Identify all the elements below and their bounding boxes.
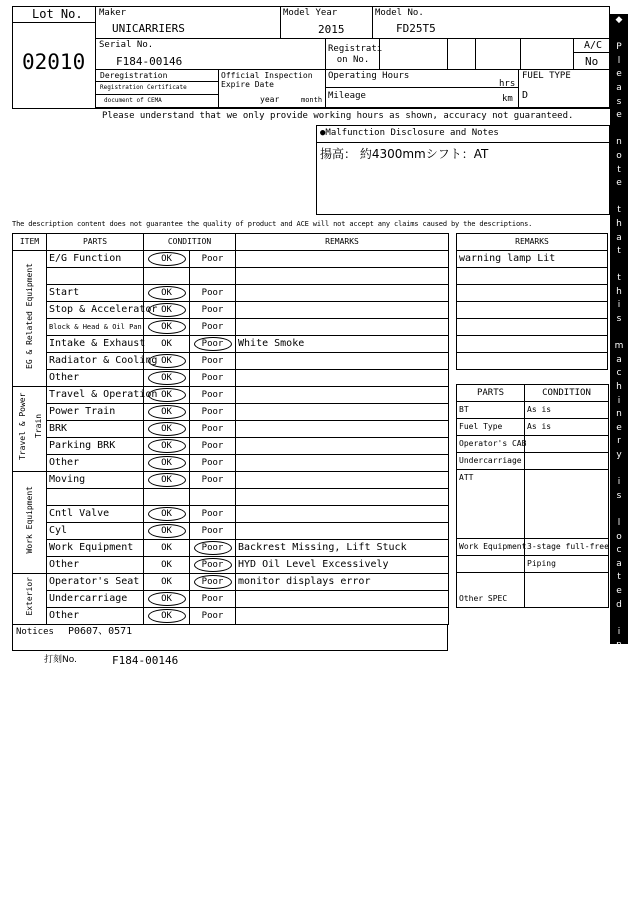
lot-label: Lot No. xyxy=(32,7,83,21)
ok-circled: OK xyxy=(148,524,186,538)
stamp-label: 打刻No. xyxy=(44,655,77,665)
table-row xyxy=(13,421,449,438)
poor-option: Poor xyxy=(201,390,224,400)
ok-option: OK xyxy=(161,577,172,587)
ok-circled: OK xyxy=(148,320,186,334)
serial-label: Serial No. xyxy=(99,40,154,50)
spec-part: BT xyxy=(457,402,525,419)
ok-circled: OK xyxy=(148,609,186,623)
table-row xyxy=(13,404,449,421)
poor-option: Poor xyxy=(201,424,224,434)
spec-row xyxy=(457,453,609,470)
maker-value: UNICARRIERS xyxy=(112,22,185,35)
ok-option: OK xyxy=(161,543,172,553)
poor-option: Poor xyxy=(201,356,224,366)
part-name: Other xyxy=(47,557,144,574)
poor-option: Poor xyxy=(201,373,224,383)
remark xyxy=(236,302,449,319)
section-label: Exterior xyxy=(13,574,47,625)
ac-label: A/C xyxy=(584,40,603,51)
poor-option: Poor xyxy=(201,305,224,315)
remark xyxy=(236,319,449,336)
table-row xyxy=(13,319,449,336)
hrs-label: hrs xyxy=(499,79,516,89)
spec-row xyxy=(457,556,609,573)
fuel-type-value: D xyxy=(522,90,529,101)
spec-row xyxy=(457,470,609,539)
notices-value: P0607、0571 xyxy=(68,626,133,637)
part-name: Other xyxy=(47,455,144,472)
ok-circled: OK xyxy=(148,439,186,453)
section-label: Work Equipment xyxy=(13,472,47,574)
remark: Backrest Missing, Lift Stuck xyxy=(236,540,449,557)
ok-option: OK xyxy=(161,339,172,349)
ok-circled: OK xyxy=(148,303,186,317)
model-year-value: 2015 xyxy=(318,23,345,36)
remark xyxy=(236,387,449,404)
table-row xyxy=(13,489,449,506)
condition-header: CONDITION xyxy=(144,234,236,251)
remark: White Smoke xyxy=(236,336,449,353)
spec-row xyxy=(457,402,609,419)
spec-condition: As is xyxy=(525,419,609,436)
part-name: Other xyxy=(47,608,144,625)
part-name: Other xyxy=(47,370,144,387)
month-label: month xyxy=(301,96,323,104)
serial-value: F184-00146 xyxy=(116,55,183,68)
item-header: ITEM xyxy=(13,234,47,251)
spec-condition xyxy=(525,573,609,608)
poor-circled: Poor xyxy=(194,575,232,589)
table-row xyxy=(13,591,449,608)
parts-header: PARTS xyxy=(47,234,144,251)
spec-part: Operator's CAB xyxy=(457,436,525,453)
spec-part: Undercarriage xyxy=(457,453,525,470)
ok-circled: OK xyxy=(148,422,186,436)
part-name: Undercarriage xyxy=(47,591,144,608)
remark xyxy=(236,268,449,285)
table-row xyxy=(13,285,449,302)
reg-cert-label: Registration Certificate xyxy=(100,84,187,91)
right-parts-table xyxy=(456,384,609,608)
inspection-table xyxy=(12,233,449,625)
table-row xyxy=(13,370,449,387)
table-row xyxy=(13,353,449,370)
poor-option: Poor xyxy=(201,407,224,417)
poor-option: Poor xyxy=(201,594,224,604)
part-name: Intake & Exhaust xyxy=(47,336,144,353)
hours-notice: Please understand that we only provide working hours as shown, accuracy not guaranteed. xyxy=(102,111,574,121)
remark xyxy=(236,472,449,489)
ok-circled: OK xyxy=(148,405,186,419)
right-parts-header: PARTS xyxy=(457,385,525,402)
table-row xyxy=(13,438,449,455)
table-row xyxy=(13,574,449,591)
part-name: Operator's Seat xyxy=(47,574,144,591)
remark xyxy=(236,455,449,472)
remark xyxy=(236,353,449,370)
right-remarks-header: REMARKS xyxy=(457,234,608,251)
ok-circled: OK xyxy=(148,507,186,521)
table-row xyxy=(13,387,449,404)
poor-option: Poor xyxy=(201,475,224,485)
part-name: Parking BRK xyxy=(47,438,144,455)
part-name: Power Train xyxy=(47,404,144,421)
spec-condition xyxy=(525,436,609,453)
remark xyxy=(236,489,449,506)
spec-part xyxy=(457,556,525,573)
location-notice-sidebar: ◆ P l e a s e n o t e t h a t t h i s m a c h i n e r y i s l o c a t e d i n F o r k l i f t P a r k i n g ◆ xyxy=(610,14,628,644)
part-name: Work Equipment xyxy=(47,540,144,557)
ok-circled: OK xyxy=(148,354,186,368)
remark xyxy=(236,285,449,302)
year-label: year xyxy=(260,95,280,104)
table-row xyxy=(13,472,449,489)
spec-condition: As is xyxy=(525,402,609,419)
poor-option: Poor xyxy=(201,254,224,264)
malfunction-text: 揚高： 約4300mmシフト：AT xyxy=(320,147,489,161)
part-name: Cntl Valve xyxy=(47,506,144,523)
ac-value: No xyxy=(585,55,599,68)
model-no-value: FD25T5 xyxy=(396,22,436,35)
part-name xyxy=(47,489,144,506)
part-name: Cyl xyxy=(47,523,144,540)
poor-option: Poor xyxy=(201,288,224,298)
poor-option: Poor xyxy=(201,441,224,451)
spec-row xyxy=(457,436,609,453)
remark xyxy=(236,608,449,625)
ok-option: OK xyxy=(161,560,172,570)
table-row xyxy=(13,557,449,574)
stamp-value: F184-00146 xyxy=(112,654,179,667)
part-name: Radiator & Cooling xyxy=(47,353,144,370)
part-name: Moving xyxy=(47,472,144,489)
remark xyxy=(236,506,449,523)
disclaimer: The description content does not guarantee the quality of product and ACE will not accept any claims caused by the descriptions. xyxy=(12,220,533,228)
spec-part: ATT xyxy=(457,470,525,539)
ok-circled: OK xyxy=(148,252,186,266)
ok-circled: OK xyxy=(148,456,186,470)
spec-condition xyxy=(525,453,609,470)
poor-option: Poor xyxy=(201,611,224,621)
part-name: Start xyxy=(47,285,144,302)
maker-label: Maker xyxy=(99,8,127,18)
poor-circled: Poor xyxy=(194,558,232,572)
ok-circled: OK xyxy=(148,371,186,385)
poor-circled: Poor xyxy=(194,541,232,555)
notices-label: Notices xyxy=(16,627,54,637)
spec-row xyxy=(457,573,609,608)
ok-circled: OK xyxy=(148,286,186,300)
remark xyxy=(236,523,449,540)
model-year-label: Model Year xyxy=(283,8,338,18)
spec-part: Fuel Type xyxy=(457,419,525,436)
poor-option: Poor xyxy=(201,458,224,468)
table-row xyxy=(13,540,449,557)
remark xyxy=(236,438,449,455)
remark xyxy=(236,251,449,268)
spec-row xyxy=(457,419,609,436)
table-row xyxy=(13,455,449,472)
table-row xyxy=(13,506,449,523)
right-remarks-text: warning lamp Lit xyxy=(457,251,608,268)
part-name xyxy=(47,268,144,285)
spec-condition xyxy=(525,470,609,539)
part-name: BRK xyxy=(47,421,144,438)
table-row xyxy=(13,336,449,353)
table-row xyxy=(13,268,449,285)
spec-part: Other SPEC xyxy=(457,573,525,608)
spec-condition: Piping xyxy=(525,556,609,573)
remarks-header: REMARKS xyxy=(236,234,449,251)
poor-circled: Poor xyxy=(194,337,232,351)
poor-option: Poor xyxy=(201,509,224,519)
section-label: EG & Related Equipment xyxy=(13,251,47,387)
fuel-type-label: FUEL TYPE xyxy=(522,71,571,81)
spec-condition: 3-stage full-free xyxy=(525,539,609,556)
part-name: Stop & Accelerator xyxy=(47,302,144,319)
table-row xyxy=(13,523,449,540)
poor-option: Poor xyxy=(201,526,224,536)
lot-value: 02010 xyxy=(22,50,86,74)
remark xyxy=(236,404,449,421)
registration-label: Registrati on No. xyxy=(328,44,383,65)
spec-part: Work Equipment xyxy=(457,539,525,556)
right-remarks-table xyxy=(456,233,608,370)
spec-row xyxy=(457,539,609,556)
remark: HYD Oil Level Excessively xyxy=(236,557,449,574)
table-row xyxy=(13,251,449,268)
table-row xyxy=(13,302,449,319)
ok-circled: OK xyxy=(148,473,186,487)
km-label: km xyxy=(502,94,513,104)
remark xyxy=(236,421,449,438)
part-name: E/G Function xyxy=(47,251,144,268)
right-condition-header: CONDITION xyxy=(525,385,609,402)
ok-circled: OK xyxy=(148,388,186,402)
model-no-label: Model No. xyxy=(375,8,424,18)
part-name: Block & Head & Oil Pan xyxy=(47,319,144,336)
remark: monitor displays error xyxy=(236,574,449,591)
dereg-label: Deregistration xyxy=(100,71,168,80)
remark xyxy=(236,370,449,387)
inspection-label: Official Inspection Expire Date xyxy=(221,71,313,89)
remark xyxy=(236,591,449,608)
table-row xyxy=(13,608,449,625)
ok-circled: OK xyxy=(148,592,186,606)
cema-label: document of CEMA xyxy=(104,97,162,104)
malfunction-title: ●Malfunction Disclosure and Notes xyxy=(320,128,499,138)
mileage-label: Mileage xyxy=(328,91,366,101)
malfunction-box xyxy=(316,125,610,215)
poor-option: Poor xyxy=(201,322,224,332)
section-label: Travel & Power Train xyxy=(13,387,47,472)
operating-hours-label: Operating Hours xyxy=(328,71,410,81)
part-name: Travel & Operation xyxy=(47,387,144,404)
